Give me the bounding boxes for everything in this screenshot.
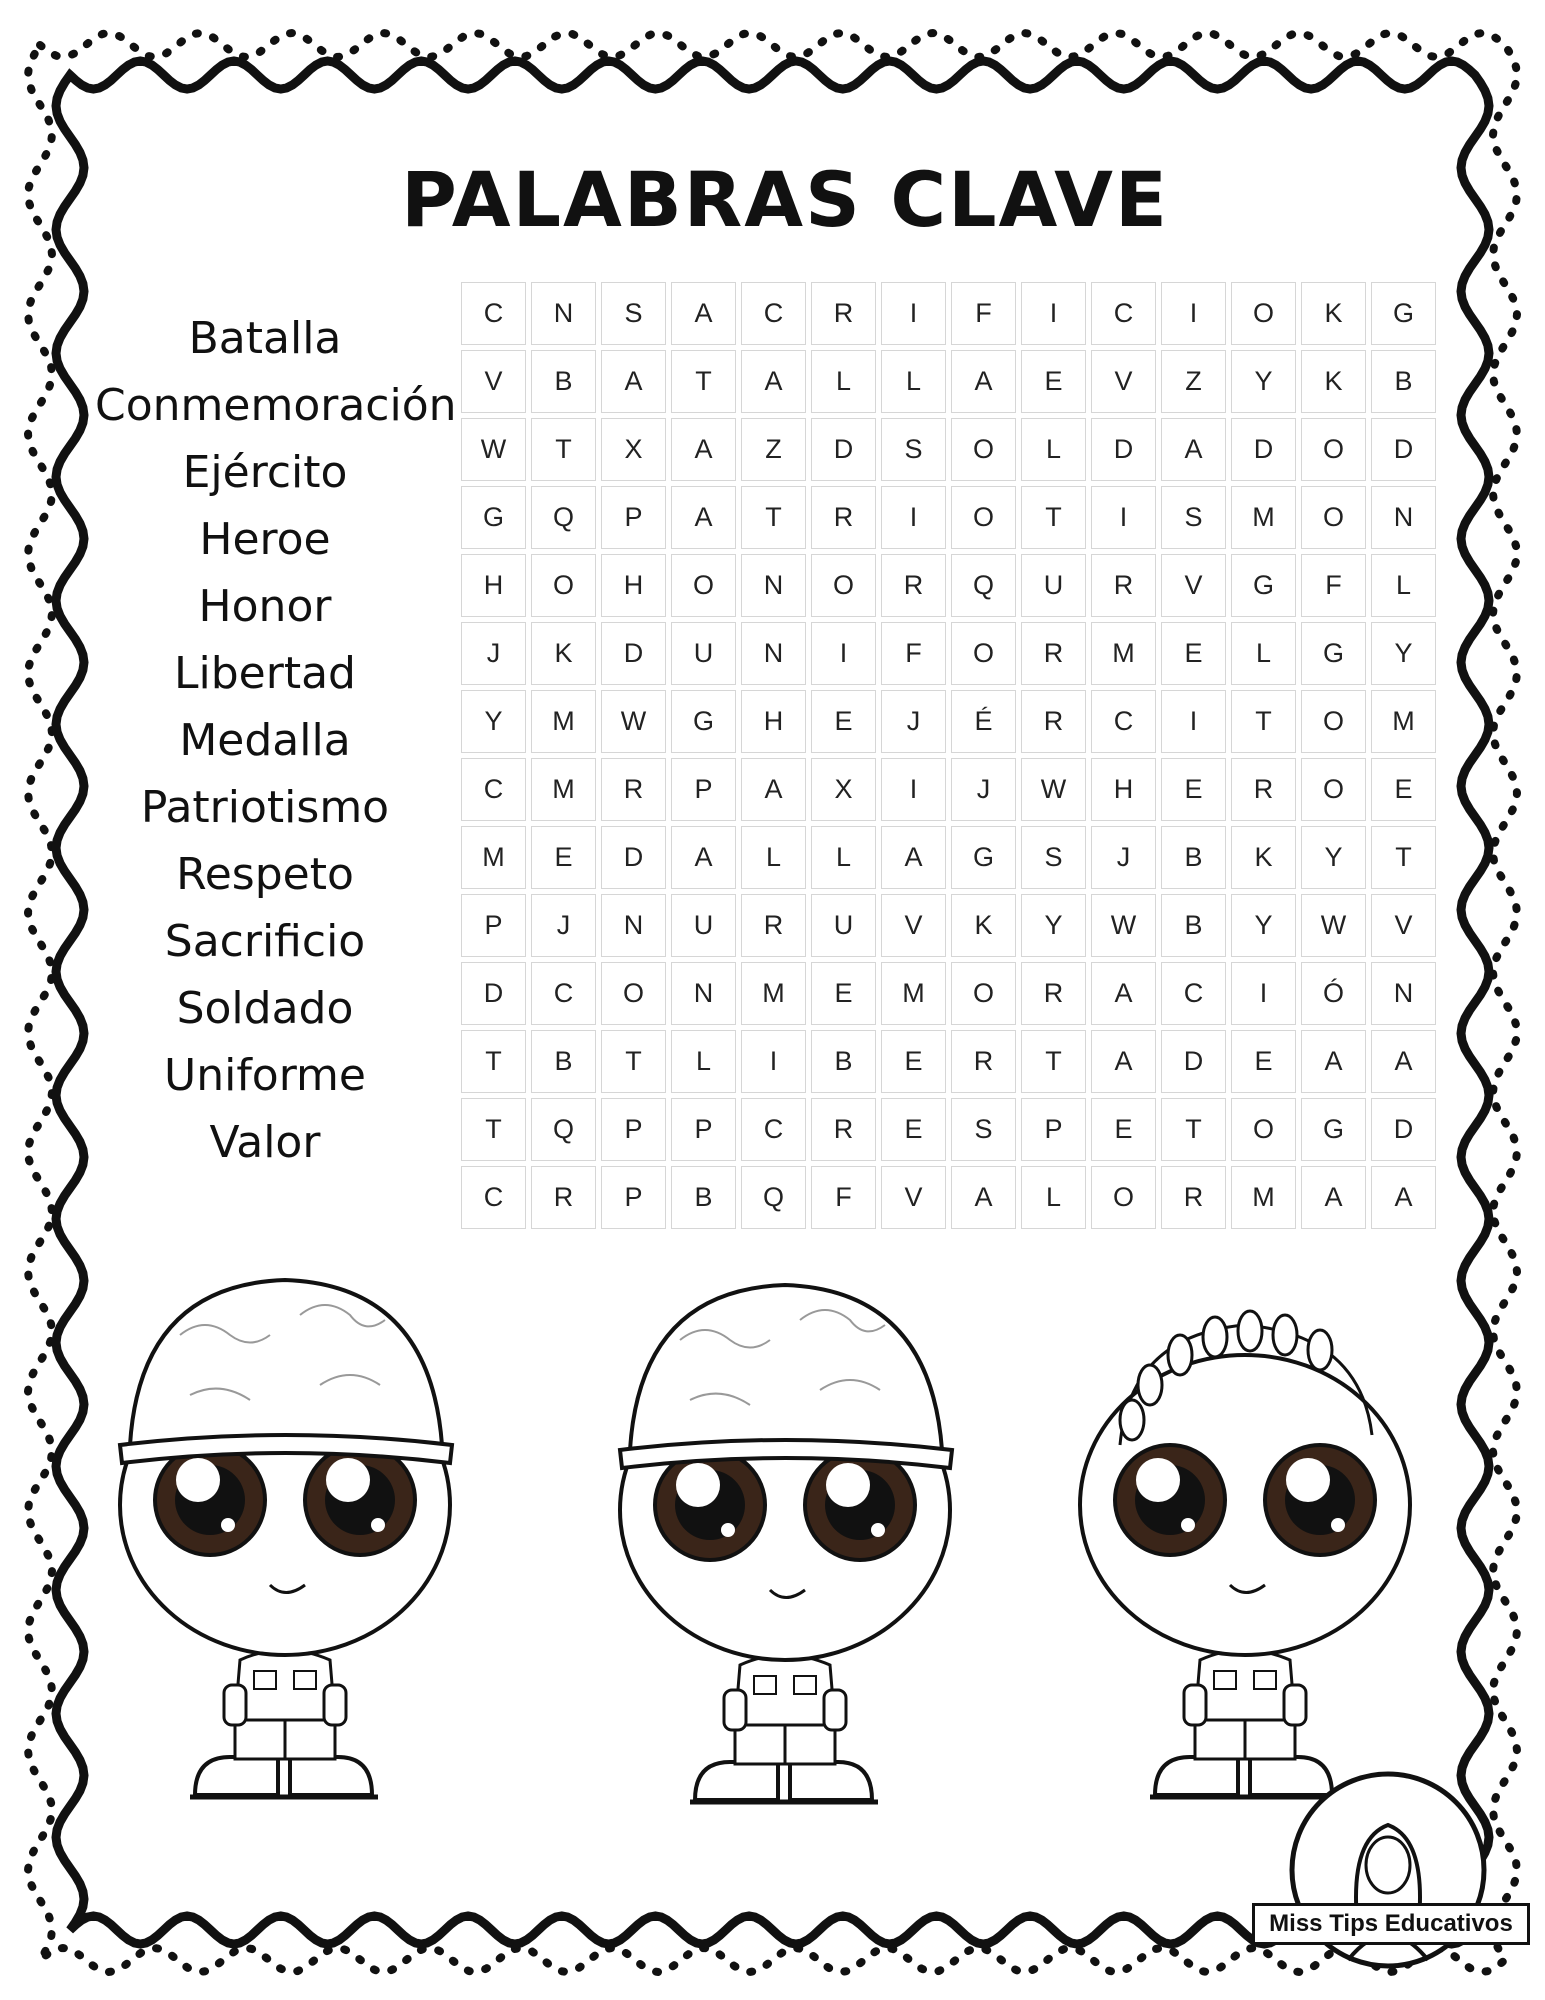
grid-cell: Q <box>531 486 596 549</box>
grid-cell: R <box>1021 962 1086 1025</box>
grid-cell: R <box>1021 690 1086 753</box>
grid-row <box>461 418 1436 481</box>
grid-cell: A <box>1301 1166 1366 1229</box>
grid-cell: V <box>1091 350 1156 413</box>
grid-cell: Z <box>1161 350 1226 413</box>
grid-cell: D <box>1371 418 1436 481</box>
grid-cell: E <box>1161 758 1226 821</box>
grid-cell: I <box>881 758 946 821</box>
grid-cell: M <box>881 962 946 1025</box>
grid-cell: S <box>881 418 946 481</box>
grid-cell: C <box>741 1098 806 1161</box>
grid-cell: R <box>951 1030 1016 1093</box>
grid-cell: O <box>1301 758 1366 821</box>
grid-cell: M <box>1371 690 1436 753</box>
grid-cell: H <box>1091 758 1156 821</box>
grid-cell: S <box>601 282 666 345</box>
grid-cell: T <box>531 418 596 481</box>
grid-cell: A <box>1091 1030 1156 1093</box>
grid-row <box>461 826 1436 889</box>
grid-cell: R <box>1231 758 1296 821</box>
grid-cell: Q <box>531 1098 596 1161</box>
grid-cell: M <box>1091 622 1156 685</box>
grid-cell: C <box>531 962 596 1025</box>
grid-cell: E <box>1231 1030 1296 1093</box>
grid-cell: F <box>951 282 1016 345</box>
grid-cell: O <box>951 962 1016 1025</box>
grid-cell: L <box>881 350 946 413</box>
grid-cell: W <box>1021 758 1086 821</box>
word-list-item: Honor <box>198 581 332 632</box>
grid-cell: L <box>1371 554 1436 617</box>
grid-cell: N <box>601 894 666 957</box>
grid-cell: O <box>1231 282 1296 345</box>
grid-cell: E <box>1371 758 1436 821</box>
grid-cell: A <box>671 826 736 889</box>
grid-cell: O <box>671 554 736 617</box>
grid-cell: D <box>461 962 526 1025</box>
grid-cell: T <box>1371 826 1436 889</box>
grid-cell: O <box>951 486 1016 549</box>
grid-cell: M <box>531 758 596 821</box>
word-list-item: Patriotismo <box>140 782 390 833</box>
grid-cell: G <box>671 690 736 753</box>
word-list-item: Soldado <box>176 983 354 1034</box>
grid-cell: O <box>1231 1098 1296 1161</box>
grid-cell: E <box>1091 1098 1156 1161</box>
grid-cell: G <box>1231 554 1296 617</box>
grid-cell: M <box>741 962 806 1025</box>
grid-cell: Y <box>461 690 526 753</box>
grid-cell: S <box>1161 486 1226 549</box>
grid-cell: C <box>741 282 806 345</box>
grid-cell: Y <box>1231 894 1296 957</box>
grid-cell: L <box>811 350 876 413</box>
grid-cell: Ó <box>1301 962 1366 1025</box>
grid-cell: F <box>1301 554 1366 617</box>
grid-cell: P <box>671 758 736 821</box>
grid-cell: O <box>531 554 596 617</box>
grid-cell: O <box>1091 1166 1156 1229</box>
grid-cell: F <box>881 622 946 685</box>
grid-cell: R <box>811 282 876 345</box>
grid-cell: G <box>951 826 1016 889</box>
grid-cell: I <box>811 622 876 685</box>
grid-cell: A <box>671 486 736 549</box>
grid-cell: K <box>531 622 596 685</box>
grid-cell: G <box>1301 622 1366 685</box>
grid-cell: H <box>601 554 666 617</box>
grid-cell: B <box>1371 350 1436 413</box>
grid-cell: A <box>1371 1030 1436 1093</box>
grid-cell: R <box>811 1098 876 1161</box>
grid-cell: O <box>1301 486 1366 549</box>
grid-cell: N <box>741 554 806 617</box>
grid-row <box>461 1098 1436 1161</box>
grid-cell: T <box>1161 1098 1226 1161</box>
grid-cell: Q <box>951 554 1016 617</box>
word-list-item: Conmemoración <box>95 380 457 431</box>
grid-cell: D <box>1371 1098 1436 1161</box>
grid-cell: I <box>881 486 946 549</box>
grid-row <box>461 690 1436 753</box>
grid-row <box>461 486 1436 549</box>
word-list-item: Medalla <box>179 715 351 766</box>
grid-cell: H <box>461 554 526 617</box>
grid-cell: A <box>741 350 806 413</box>
grid-cell: D <box>1231 418 1296 481</box>
grid-cell: C <box>1091 690 1156 753</box>
grid-cell: R <box>811 486 876 549</box>
grid-row <box>461 962 1436 1025</box>
grid-cell: B <box>1161 826 1226 889</box>
grid-cell: Y <box>1231 350 1296 413</box>
grid-cell: V <box>1161 554 1226 617</box>
grid-cell: A <box>951 1166 1016 1229</box>
word-list-item: Heroe <box>199 514 331 565</box>
grid-cell: J <box>461 622 526 685</box>
word-list-item: Uniforme <box>164 1050 366 1101</box>
grid-cell: I <box>741 1030 806 1093</box>
grid-cell: H <box>741 690 806 753</box>
grid-row <box>461 1030 1436 1093</box>
grid-cell: K <box>951 894 1016 957</box>
word-list <box>95 305 457 1176</box>
grid-cell: O <box>1301 418 1366 481</box>
grid-cell: R <box>1021 622 1086 685</box>
grid-cell: X <box>601 418 666 481</box>
grid-cell: W <box>601 690 666 753</box>
grid-cell: L <box>811 826 876 889</box>
grid-cell: B <box>1161 894 1226 957</box>
grid-cell: R <box>881 554 946 617</box>
grid-cell: A <box>1161 418 1226 481</box>
grid-row <box>461 758 1436 821</box>
grid-cell: U <box>811 894 876 957</box>
grid-cell: I <box>1161 690 1226 753</box>
grid-cell: T <box>741 486 806 549</box>
grid-cell: R <box>1161 1166 1226 1229</box>
soldier-boy-figure <box>120 1280 452 1797</box>
grid-cell: P <box>671 1098 736 1161</box>
grid-row <box>461 350 1436 413</box>
grid-cell: E <box>1021 350 1086 413</box>
grid-cell: É <box>951 690 1016 753</box>
grid-cell: I <box>881 282 946 345</box>
grid-cell: Y <box>1021 894 1086 957</box>
word-list-item: Respeto <box>176 849 354 900</box>
soldier-children-illustration <box>60 1255 1480 1815</box>
grid-cell: O <box>1301 690 1366 753</box>
grid-cell: R <box>741 894 806 957</box>
grid-cell: U <box>671 894 736 957</box>
grid-row <box>461 282 1436 345</box>
grid-cell: K <box>1231 826 1296 889</box>
grid-cell: D <box>1091 418 1156 481</box>
brand-label: Miss Tips Educativos <box>1252 1903 1530 1945</box>
grid-cell: B <box>671 1166 736 1229</box>
grid-cell: V <box>461 350 526 413</box>
grid-cell: W <box>461 418 526 481</box>
grid-row <box>461 894 1436 957</box>
grid-cell: A <box>671 282 736 345</box>
grid-cell: B <box>531 350 596 413</box>
grid-cell: J <box>1091 826 1156 889</box>
grid-cell: L <box>671 1030 736 1093</box>
grid-cell: I <box>1231 962 1296 1025</box>
grid-cell: T <box>671 350 736 413</box>
grid-cell: W <box>1091 894 1156 957</box>
grid-cell: I <box>1161 282 1226 345</box>
grid-row <box>461 554 1436 617</box>
grid-cell: D <box>811 418 876 481</box>
word-list-item: Batalla <box>188 313 342 364</box>
grid-cell: C <box>461 1166 526 1229</box>
grid-cell: T <box>461 1030 526 1093</box>
grid-cell: E <box>811 690 876 753</box>
grid-cell: P <box>601 1166 666 1229</box>
grid-cell: T <box>1021 1030 1086 1093</box>
grid-cell: A <box>881 826 946 889</box>
grid-cell: C <box>461 282 526 345</box>
grid-cell: O <box>951 418 1016 481</box>
grid-cell: Q <box>741 1166 806 1229</box>
word-list-item: Libertad <box>174 648 356 699</box>
grid-cell: A <box>671 418 736 481</box>
grid-cell: J <box>951 758 1016 821</box>
grid-cell: N <box>531 282 596 345</box>
grid-cell: M <box>1231 486 1296 549</box>
grid-cell: M <box>461 826 526 889</box>
grid-cell: U <box>1021 554 1086 617</box>
grid-cell: P <box>601 1098 666 1161</box>
grid-cell: K <box>1301 282 1366 345</box>
grid-cell: D <box>601 622 666 685</box>
grid-cell: A <box>1301 1030 1366 1093</box>
grid-cell: C <box>1091 282 1156 345</box>
grid-cell: T <box>601 1030 666 1093</box>
grid-cell: G <box>461 486 526 549</box>
grid-cell: G <box>1301 1098 1366 1161</box>
grid-cell: N <box>1371 962 1436 1025</box>
grid-cell: Y <box>1371 622 1436 685</box>
word-list-item: Sacrificio <box>164 916 366 967</box>
grid-cell: E <box>1161 622 1226 685</box>
grid-cell: R <box>1091 554 1156 617</box>
grid-cell: L <box>741 826 806 889</box>
grid-cell: Z <box>741 418 806 481</box>
grid-cell: I <box>1091 486 1156 549</box>
grid-cell: J <box>881 690 946 753</box>
grid-cell: S <box>1021 826 1086 889</box>
grid-cell: P <box>461 894 526 957</box>
grid-cell: L <box>1021 418 1086 481</box>
grid-cell: L <box>1021 1166 1086 1229</box>
grid-cell: M <box>1231 1166 1296 1229</box>
grid-cell: I <box>1021 282 1086 345</box>
word-list-item: Ejército <box>182 447 348 498</box>
grid-cell: N <box>671 962 736 1025</box>
grid-cell: C <box>1161 962 1226 1025</box>
grid-cell: L <box>1231 622 1296 685</box>
grid-cell: S <box>951 1098 1016 1161</box>
grid-cell: P <box>1021 1098 1086 1161</box>
grid-cell: A <box>951 350 1016 413</box>
grid-cell: T <box>461 1098 526 1161</box>
grid-cell: P <box>601 486 666 549</box>
grid-cell: W <box>1301 894 1366 957</box>
grid-cell: N <box>1371 486 1436 549</box>
grid-cell: R <box>601 758 666 821</box>
grid-cell: A <box>601 350 666 413</box>
grid-cell: V <box>881 1166 946 1229</box>
grid-cell: N <box>741 622 806 685</box>
grid-cell: X <box>811 758 876 821</box>
grid-cell: A <box>1371 1166 1436 1229</box>
grid-cell: F <box>811 1166 876 1229</box>
grid-cell: D <box>1161 1030 1226 1093</box>
grid-cell: O <box>811 554 876 617</box>
grid-cell: U <box>671 622 736 685</box>
grid-cell: D <box>601 826 666 889</box>
grid-cell: O <box>951 622 1016 685</box>
grid-cell: Y <box>1301 826 1366 889</box>
grid-row <box>461 622 1436 685</box>
grid-row <box>461 1166 1436 1229</box>
grid-cell: E <box>881 1098 946 1161</box>
grid-cell: E <box>531 826 596 889</box>
grid-cell: T <box>1021 486 1086 549</box>
grid-cell: C <box>461 758 526 821</box>
grid-cell: J <box>531 894 596 957</box>
page-title: PALABRAS CLAVE <box>401 155 1169 244</box>
grid-cell: A <box>741 758 806 821</box>
word-list-item: Valor <box>209 1117 321 1168</box>
soldier-girl-figure <box>620 1285 952 1802</box>
grid-cell: T <box>1231 690 1296 753</box>
grid-cell: M <box>531 690 596 753</box>
grid-cell: G <box>1371 282 1436 345</box>
grid-cell: B <box>531 1030 596 1093</box>
grid-cell: V <box>881 894 946 957</box>
grid-cell: K <box>1301 350 1366 413</box>
grid-cell: E <box>811 962 876 1025</box>
grid-cell: O <box>601 962 666 1025</box>
grid-cell: E <box>881 1030 946 1093</box>
grid-cell: R <box>531 1166 596 1229</box>
grid-cell: B <box>811 1030 876 1093</box>
grid-cell: V <box>1371 894 1436 957</box>
grid-cell: A <box>1091 962 1156 1025</box>
word-search-grid <box>456 277 1441 1234</box>
girl-with-laurel-figure <box>1080 1311 1410 1797</box>
